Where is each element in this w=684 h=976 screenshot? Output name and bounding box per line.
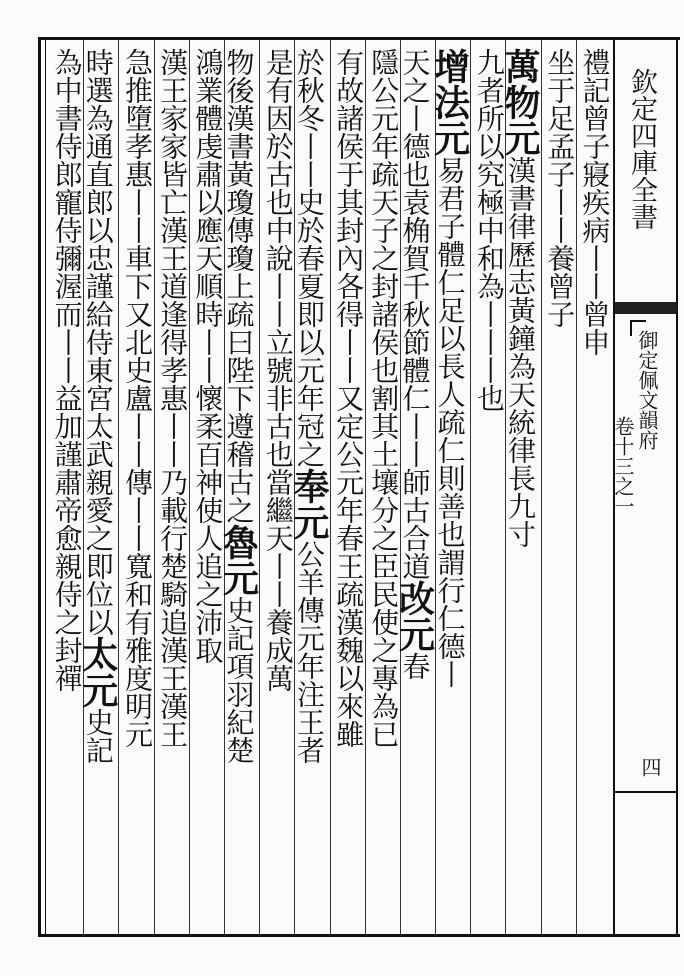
text-run: 漢書律歷志黃鐘為天統律長九寸 [504, 156, 538, 548]
text-column [156, 48, 190, 748]
frame-top-rule [40, 37, 680, 40]
volume-label: 卷十三之一 [611, 416, 635, 516]
text-run: 封禪 [50, 636, 84, 692]
entry-headword: 改元 [393, 580, 436, 652]
text-column [191, 48, 225, 664]
entry-headword: 奉元 [287, 468, 330, 540]
text-column [543, 48, 577, 328]
text-run: 史記項羽紀楚 [222, 596, 256, 764]
text-column [217, 48, 260, 764]
entry-headword: 增法元 [428, 48, 471, 156]
text-column [261, 48, 295, 692]
text-run: 易君子體仁足以長人疏仁則善也謂行仁德丨 [433, 156, 467, 688]
margin-lower-mark [615, 791, 677, 793]
text-run: 鴻業體虔肅以應天順時丨丨懷柔百神 [191, 48, 225, 496]
text-run: 為中書侍郎寵侍彌渥而丨丨益加謹肅帝愈親侍之 [50, 48, 84, 636]
text-column [287, 48, 330, 764]
column-divider [470, 40, 471, 934]
text-column [332, 48, 366, 748]
page-number: 四 [638, 757, 662, 777]
text-column [499, 48, 542, 548]
text-run: 隱公元年疏天子之封諸侯也割其土壤分之臣民使之專為已 [367, 48, 401, 748]
text-run: 有故諸侯于其封內各得丨丨又定公元年春王疏漢魏以來雖 [332, 48, 366, 748]
text-column [472, 48, 506, 412]
text-run: 漢王家家皆亡漢王道逢得孝惠丨丨乃載行楚騎追漢王漢王 [156, 48, 190, 748]
frame-bottom-rule [40, 934, 680, 937]
text-run: 物後漢書黃瓊傳瓊上疏曰陛下遵稽古之 [222, 48, 256, 524]
fishtail-mark [615, 302, 677, 314]
text-run: 急推墮孝惠丨丨車下又北史盧丨丨傳丨丨寬和有雅度明元 [120, 48, 154, 748]
text-run: 九者所以究極中和為丨丨丨也 [472, 48, 506, 412]
entry-headword: 太元 [76, 636, 119, 708]
frame-inner-left-rule [45, 40, 46, 934]
text-column [367, 48, 401, 748]
text-run: 公羊傳元年注王者 [292, 540, 326, 764]
entry-headword: 魯元 [217, 524, 260, 596]
book-title: 御定佩文韻府 [635, 330, 659, 450]
frame-left-rule [38, 37, 41, 937]
text-column [428, 48, 471, 688]
title-bracket [630, 320, 646, 336]
text-column [578, 48, 612, 356]
text-run: 時選為通直郎以忠謹給侍東宮太武親愛之即位以 [81, 48, 115, 636]
text-run: 當繼天丨丨養成萬 [261, 468, 295, 692]
entry-headword: 萬物元 [499, 48, 542, 156]
margin-outer-rule [676, 40, 678, 934]
text-run: 春 [398, 652, 432, 680]
text-column [393, 48, 436, 680]
text-run: 於秋冬丨丨史於春夏即以元年冠之 [292, 48, 326, 468]
series-title: 欽定四庫全書 [626, 68, 657, 230]
text-column [50, 48, 84, 692]
text-run: 使人追之沛取 [191, 496, 225, 664]
text-column [120, 48, 154, 748]
column-divider [259, 40, 260, 934]
text-run: 史記 [81, 708, 115, 764]
column-divider [118, 40, 119, 934]
text-run: 天之丨德也袁桷賀千秋節體仁丨丨師古合道 [398, 48, 432, 580]
column-divider [541, 40, 542, 934]
text-column [76, 48, 119, 764]
text-run: 禮記曾子寢疾病丨丨曾申 [578, 48, 612, 356]
text-run: 是有因於古也中說丨丨立號非古也 [261, 48, 295, 468]
text-run: 坐于足孟子丨丨養曾子 [543, 48, 577, 328]
